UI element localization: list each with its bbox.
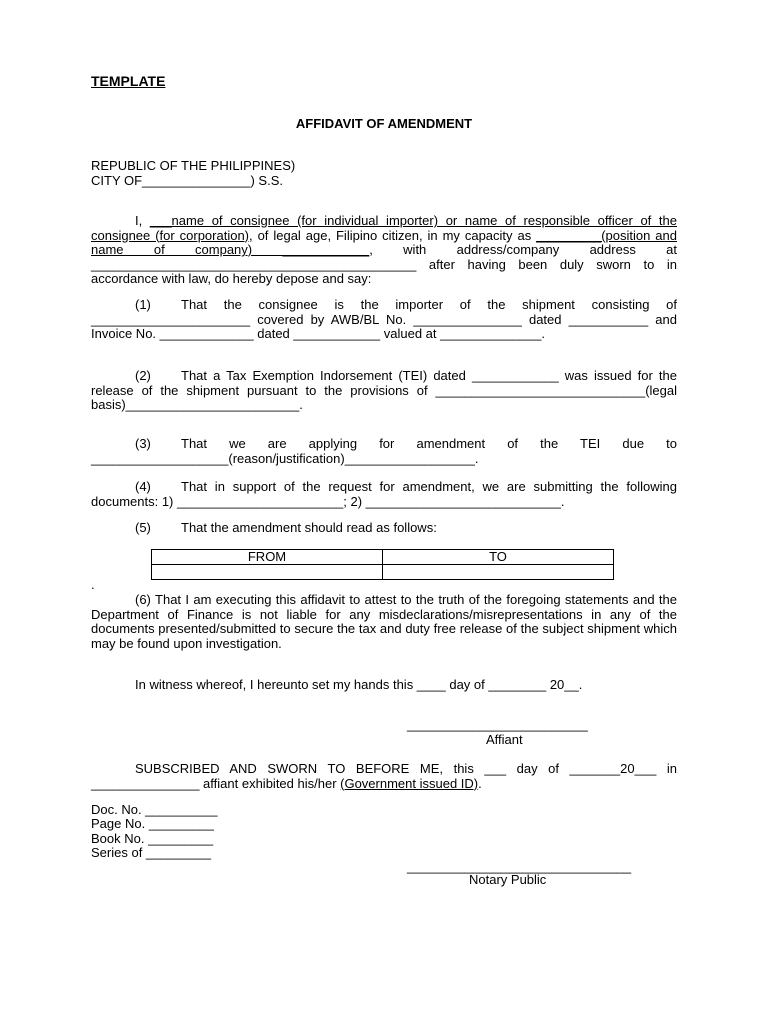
legal-basis-field: _____________________________(legal basis)________________________. [91,382,677,412]
venue-city: CITY OF_______________) S.S. [91,173,283,188]
book-no: Book No. _________ [91,831,214,846]
reason-field: ___________________(reason/justification)__________________. [91,450,479,466]
paragraph-4-text: That in support of the request for amendment, we are submitting the following documents: 1) _______________________; 2) ___________________________. [91,479,677,509]
from-header: FROM [152,550,383,565]
intro-text-1: of legal age, Filipino citizen, in my capacity as [252,227,537,243]
amendment-table [151,549,614,580]
doc-no: Doc. No. __________ [91,802,218,817]
to-cell [383,565,614,580]
jurat-end: . [478,775,482,791]
paragraph-6 [91,593,677,651]
paragraph-5-number: (5) [135,520,151,535]
position-field: _________(position and name of company) ____________ [91,227,677,257]
paragraph-1-text: That the consignee is the importer of the shipment consisting of ______________________ covered by AWB/BL No. _______________ dated ___________ and Invoice No. _____________ dated ____________ valued at ______________. [91,297,677,341]
address-field: _____________________________________________ [91,256,417,272]
witness-clause [91,678,677,693]
paragraph-2-text: That a Tax Exemption Indorsement (TEI) dated ____________ was issued for the release of the shipment pursuant to the provisions of [91,368,677,398]
paragraph-6-text: (6) That I am executing this affidavit to attest to the truth of the foregoing statements and the Department of Finance is not liable for any misdeclarations/misrepresentations in any of the documents presented/submitted to secure the tax and duty free release of the subject shipment which may be found upon investigation. [91,592,677,651]
notary-public-label: Notary Public [469,872,547,887]
paragraph-1-number: (1) [135,297,151,312]
table-header-row [152,550,614,565]
paragraph-4 [91,480,677,509]
intro-paragraph [91,214,677,287]
document-title: AFFIDAVIT OF AMENDMENT [295,116,473,131]
intro-text-3: after having been duly sworn to in accordance with law, do hereby depose and say: [91,256,677,286]
paragraph-3 [91,437,677,466]
affiant-label: Affiant [486,732,523,747]
paragraph-2-number: (2) [135,368,151,383]
paragraph-5 [91,521,677,536]
intro-i: I, [135,213,150,228]
jurat-text: SUBSCRIBED AND SWORN TO BEFORE ME, this ___ day of _______20___ in _______________ affiant exhibited his/her [91,761,677,791]
consignee-name-field: ___name of consignee (for individual importer) or name of responsible officer of the consignee (for corporation), [91,213,677,243]
intro-text-2: , with address/company address at [369,242,677,257]
witness-text: In witness whereof, I hereunto set my hands this ____ day of ________ 20__. [135,677,583,692]
template-label: TEMPLATE [91,73,166,89]
government-id-field: (Government issued ID) [340,775,479,791]
paragraph-3-number: (3) [135,436,151,451]
stray-period: . [91,577,95,592]
to-header: TO [383,550,614,565]
jurat-paragraph [91,762,677,791]
table-row [152,565,614,580]
paragraph-1 [91,298,677,342]
paragraph-5-text: That the amendment should read as follows: [181,520,437,535]
paragraph-4-number: (4) [135,479,151,494]
paragraph-2 [91,369,677,413]
series-of: Series of _________ [91,845,211,860]
from-cell [152,565,383,580]
affiant-signature-line: _________________________ [407,717,588,732]
page-no: Page No. _________ [91,816,214,831]
notary-signature-line: _______________________________ [407,859,632,874]
venue-republic: REPUBLIC OF THE PHILIPPINES) [91,158,296,173]
paragraph-3-text: That we are applying for amendment of the TEI due to [181,436,677,451]
